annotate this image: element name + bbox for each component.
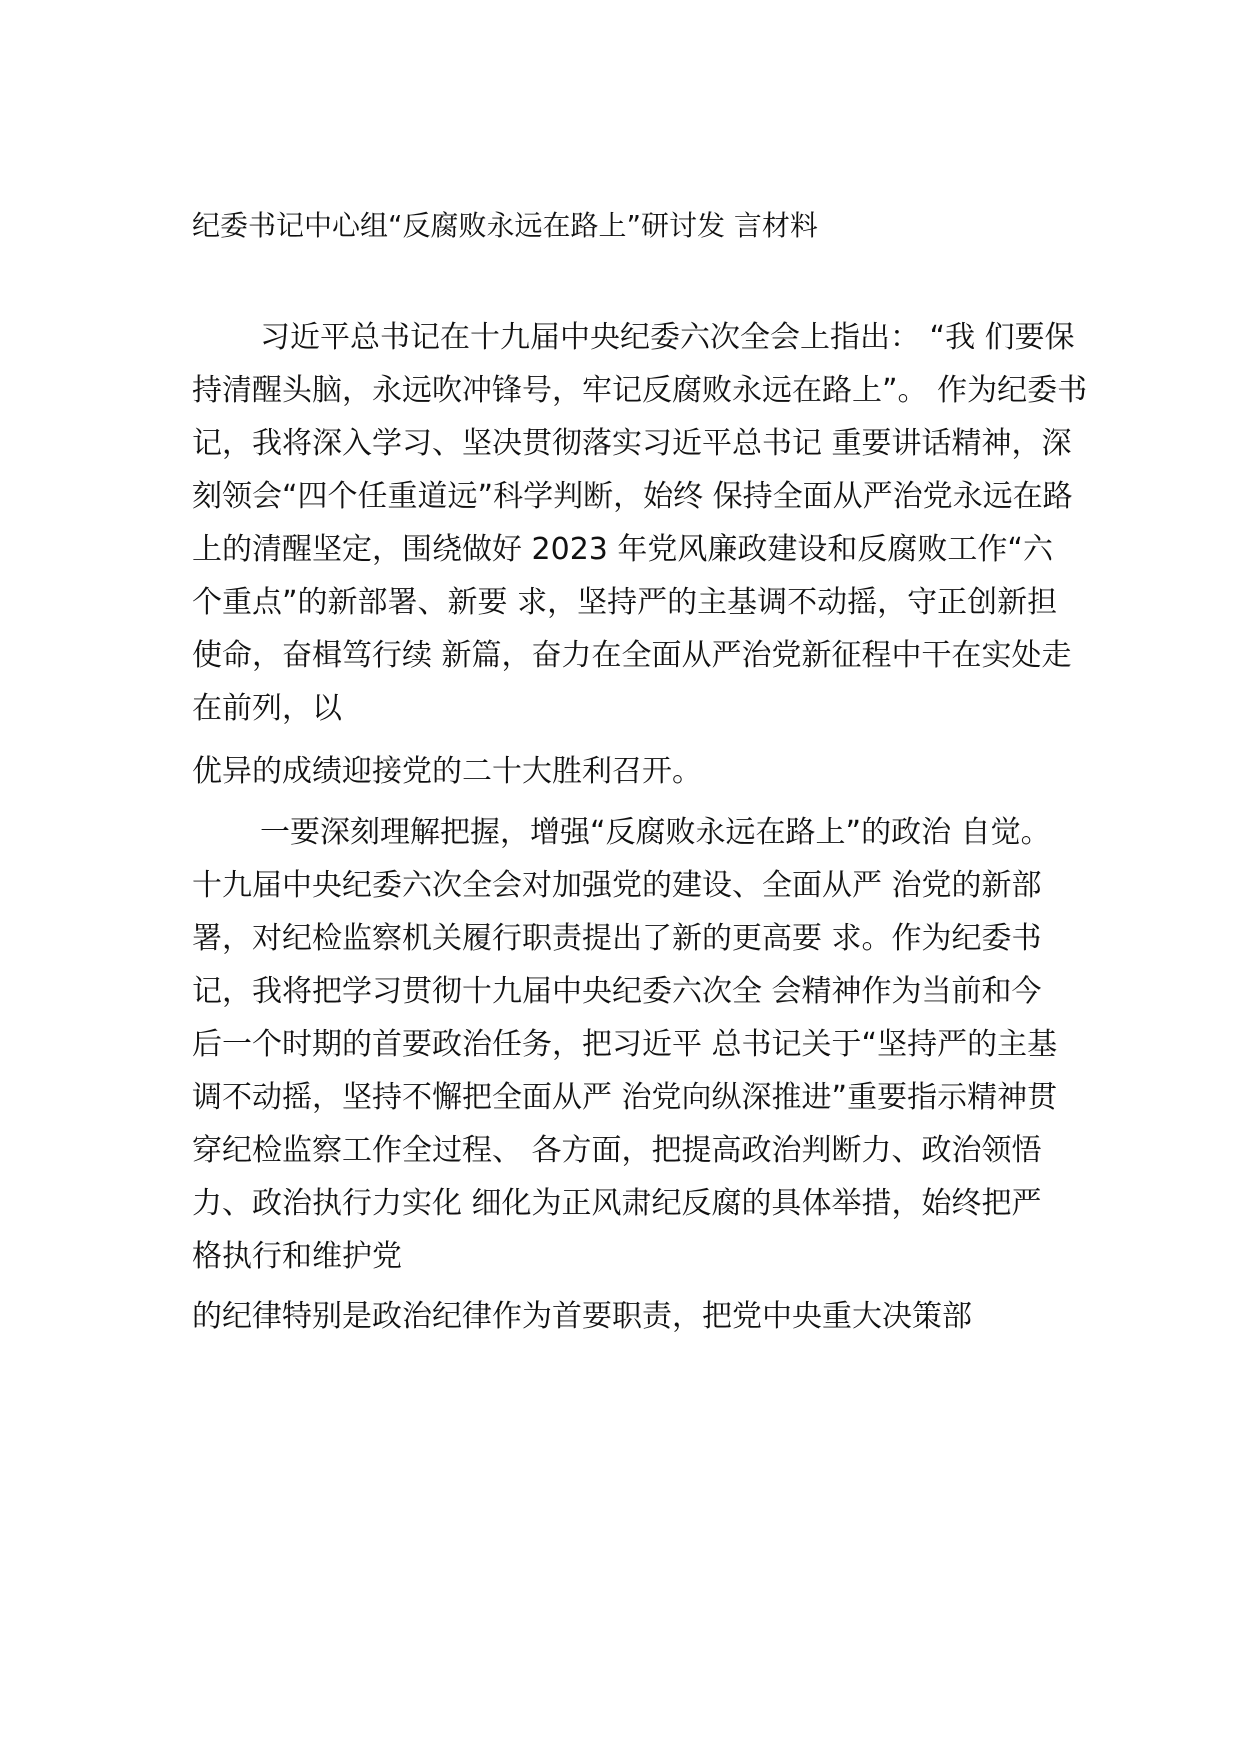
paragraph-2 — [192, 806, 1057, 1283]
paragraph-1-continuation — [192, 745, 702, 798]
paragraph-line: 记，我将把学习贯彻十九届中央纪委六次全 会精神作为当前和今 — [192, 974, 1042, 1009]
paragraph-line: 使命，奋楫笃行续 新篇，奋力在全面从严治党新征程中干在实处走 — [192, 638, 1072, 673]
paragraph-line: 优异的成绩迎接党的二十大胜利召开。 — [192, 754, 702, 789]
paragraph-line: 个重点”的新部署、新要 求，坚持严的主基调不动摇，守正创新担 — [192, 585, 1058, 620]
paragraph-line: 署，对纪检监察机关履行职责提出了新的更高要 求。作为纪委书 — [192, 921, 1042, 956]
paragraph-line: 格执行和维护党 — [192, 1239, 402, 1274]
paragraph-line: 在前列，以 — [192, 691, 342, 726]
paragraph-line: 后一个时期的首要政治任务，把习近平 总书记关于“坚持严的主基 — [192, 1027, 1058, 1062]
paragraph-2-continuation — [192, 1290, 972, 1343]
paragraph-1 — [192, 311, 1087, 735]
paragraph-line: 力、政治执行力实化 细化为正风肃纪反腐的具体举措，始终把严 — [192, 1186, 1042, 1221]
document-title: 纪委书记中心组“反腐败永远在路上”研讨发 言材料 — [192, 209, 818, 242]
paragraph-line: 刻领会“四个任重道远”科学判断，始终 保持全面从严治党永远在路 — [192, 479, 1073, 514]
paragraph-line: 持清醒头脑，永远吹冲锋号，牢记反腐败永远在路上”。 作为纪委书 — [192, 373, 1088, 408]
paragraph-line: 上的清醒坚定，围绕做好 2023 年党风廉政建设和反腐败工作“六 — [192, 532, 1053, 567]
paragraph-line: 穿纪检监察工作全过程、 各方面，把提高政治判断力、政治领悟 — [192, 1133, 1042, 1168]
paragraph-line: 调不动摇，坚持不懈把全面从严 治党向纵深推进”重要指示精神贯 — [192, 1080, 1058, 1115]
paragraph-line: 十九届中央纪委六次全会对加强党的建设、全面从严 治党的新部 — [192, 868, 1042, 903]
paragraph-line: 一要深刻理解把握，增强“反腐败永远在路上”的政治 自觉。 — [260, 815, 1051, 850]
paragraph-line: 记，我将深入学习、坚决贯彻落实习近平总书记 重要讲话精神，深 — [192, 426, 1072, 461]
paragraph-line: 的纪律特别是政治纪律作为首要职责，把党中央重大决策部 — [192, 1299, 972, 1334]
paragraph-line: 习近平总书记在十九届中央纪委六次全会上指出： “我 们要保 — [260, 320, 1075, 355]
